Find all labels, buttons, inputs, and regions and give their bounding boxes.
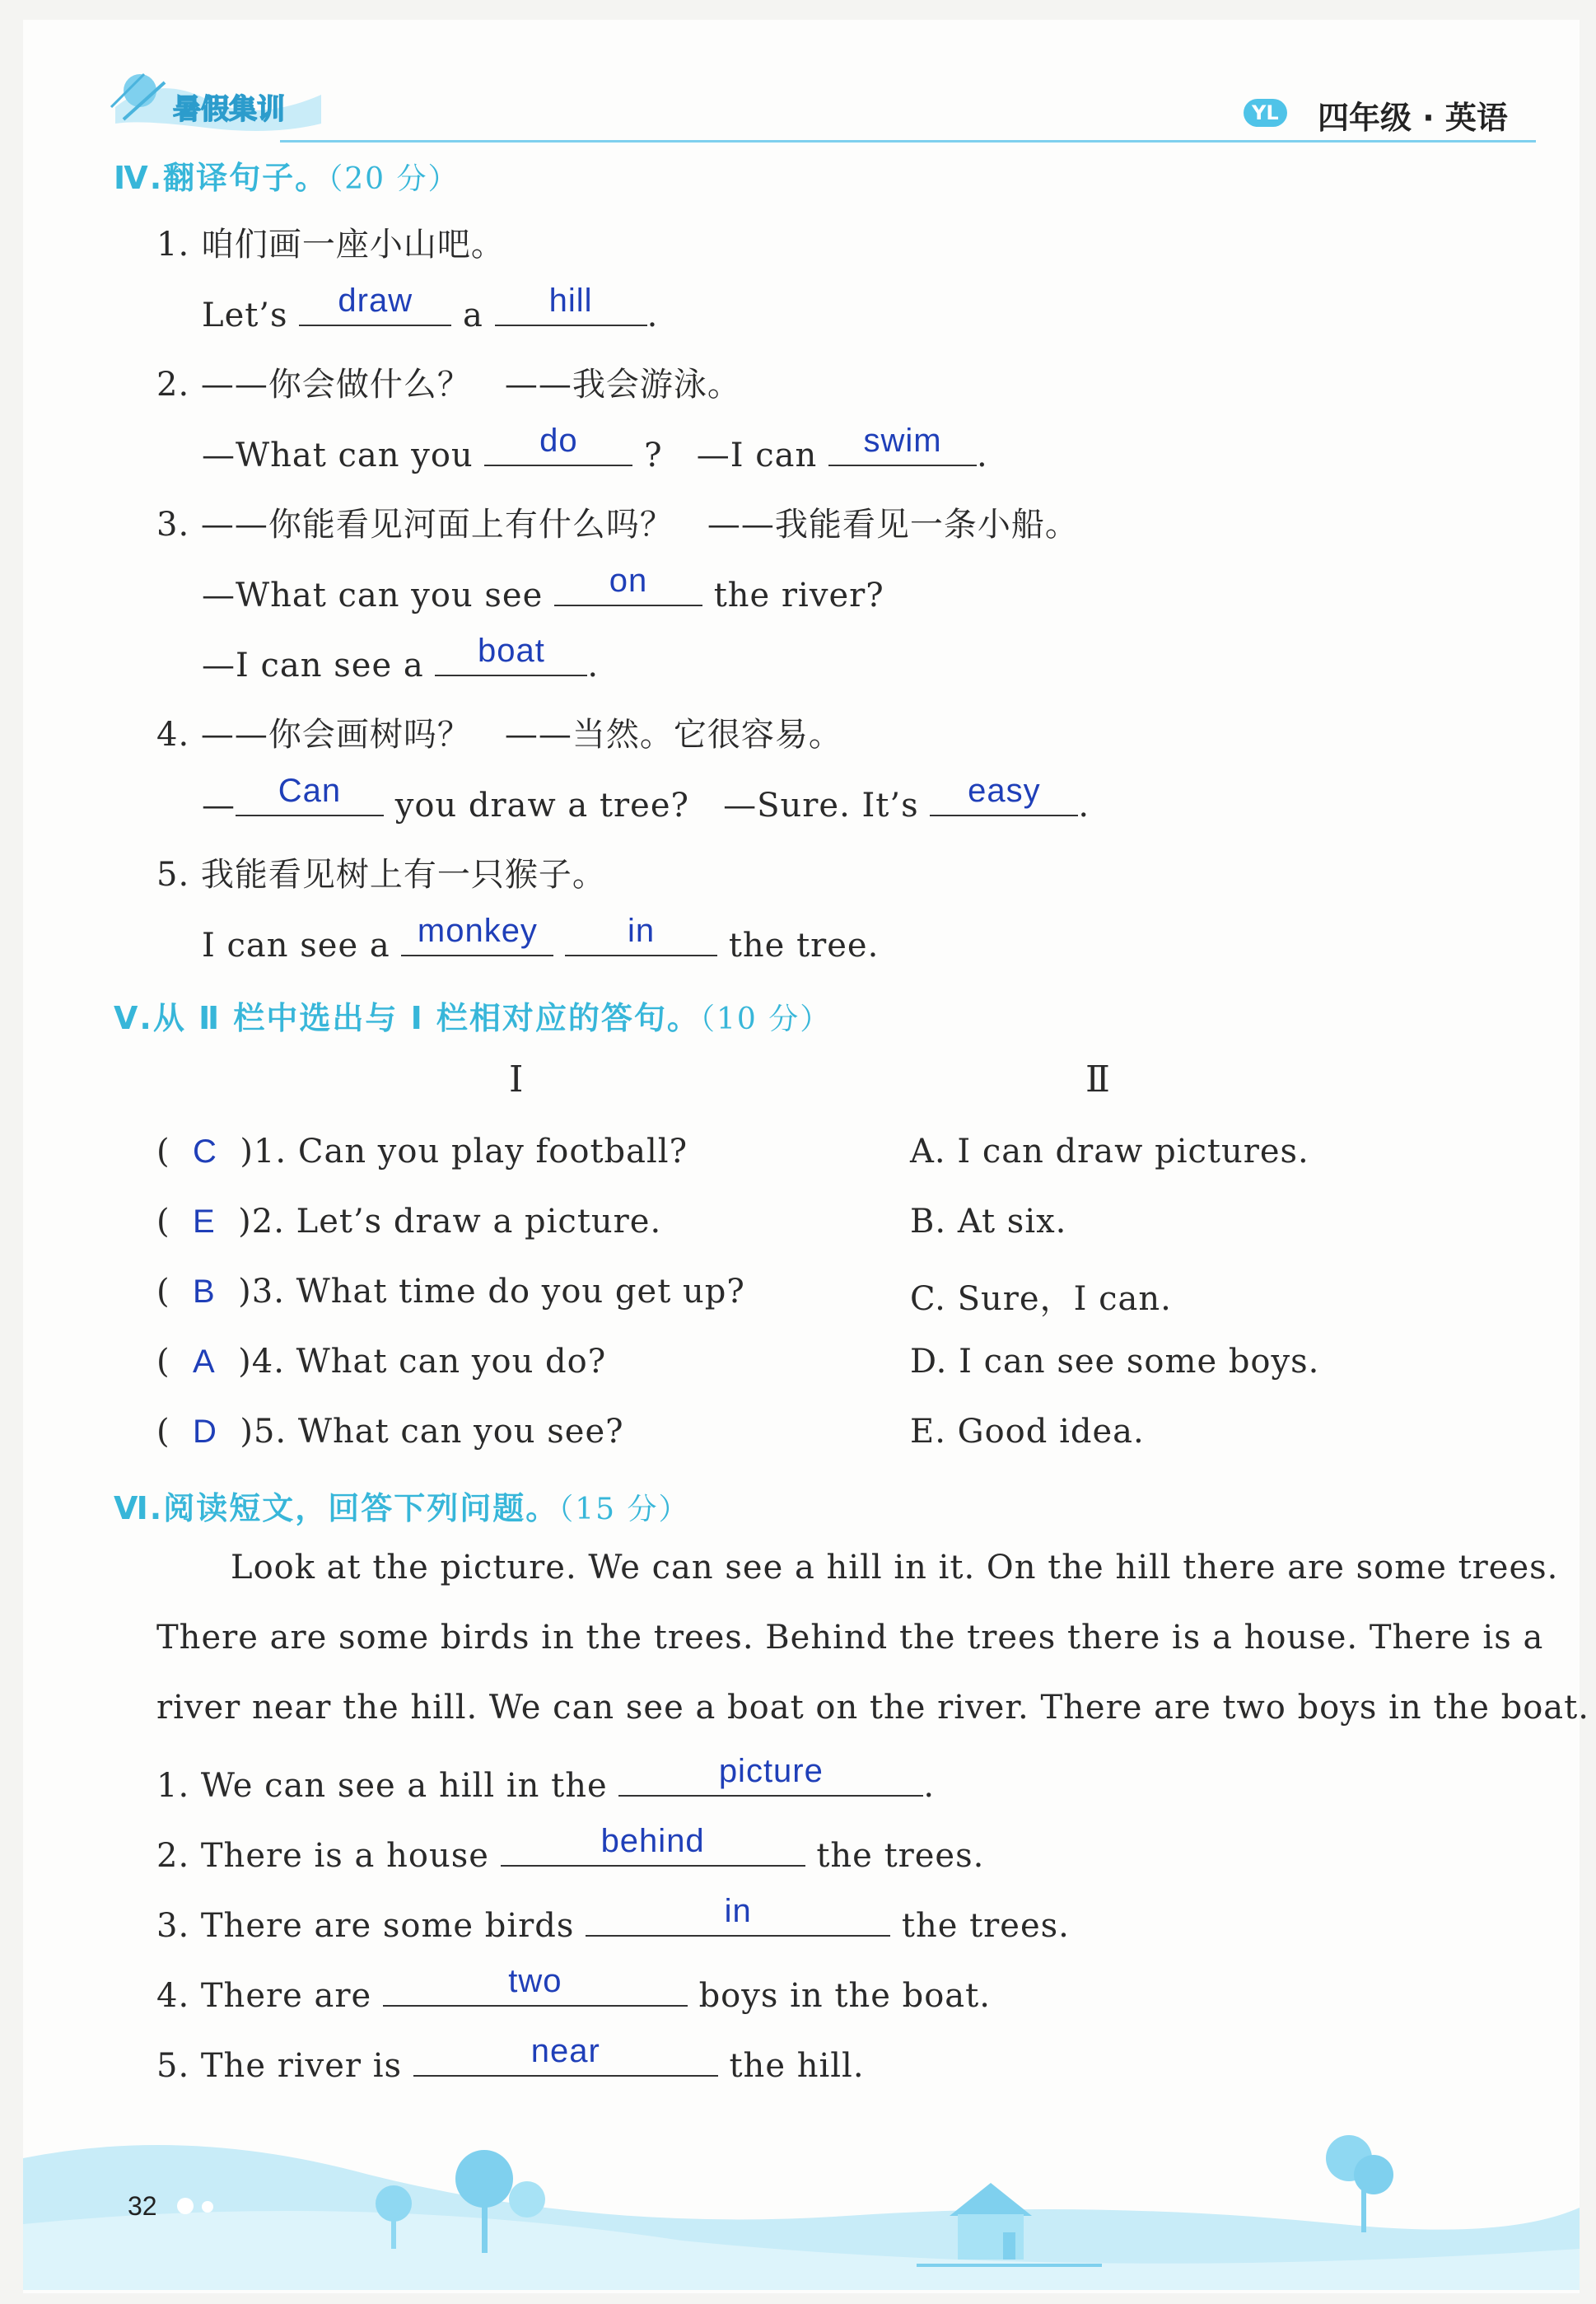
reading-question [156, 2033, 865, 2085]
answer-text: on [609, 563, 648, 599]
section5-title: Ⅴ.从 Ⅱ 栏中选出与 Ⅰ 栏相对应的答句。 [114, 1000, 700, 1036]
section5-points: （10 分） [699, 1002, 832, 1036]
match-question: )4. What can you do? [238, 1343, 607, 1381]
match-row: ( C )1. Can you play football? [156, 1133, 688, 1171]
s4-item-1 [156, 218, 505, 265]
item-number: 2. [156, 366, 190, 404]
reading-question [156, 1823, 985, 1875]
page-number: 32 [128, 2191, 157, 2221]
column-1-label: Ⅰ [509, 1059, 524, 1101]
question-text: 3. There are some birds [156, 1907, 575, 1945]
answer-text: near [530, 2033, 600, 2069]
text: —I can [696, 437, 818, 474]
s4-line-1 [202, 283, 659, 334]
match-question: )5. What can you see? [240, 1413, 624, 1451]
question-text: boys in the boat. [698, 1977, 991, 2015]
answer-blank[interactable] [435, 633, 587, 676]
item-chinese: 我能看见树上有一只猴子。 [200, 856, 606, 894]
answer-text: Can [278, 773, 342, 809]
reading-question [156, 1753, 936, 1805]
grade-subject: 四年级 · 英语 [1318, 100, 1508, 136]
question-text: . [923, 1767, 936, 1805]
match-option: D. I can see some boys. [910, 1343, 1320, 1381]
page-dot-icon [202, 2201, 213, 2213]
answer-text: monkey [417, 913, 538, 949]
s4-line-3b [202, 633, 600, 685]
text: ? [644, 437, 663, 474]
answer-text: in [724, 1893, 752, 1929]
text: — [202, 787, 236, 825]
answer-blank[interactable] [618, 1753, 923, 1797]
answer-blank[interactable] [484, 423, 632, 466]
answer-blank[interactable] [299, 283, 451, 326]
match-answer[interactable]: A [193, 1344, 216, 1380]
answer-blank[interactable] [554, 563, 702, 606]
question-text: 2. There is a house [156, 1837, 489, 1875]
match-answer[interactable]: B [193, 1274, 216, 1310]
column-2-label: Ⅱ [1085, 1059, 1110, 1101]
section6-heading [114, 1483, 689, 1528]
answer-blank[interactable] [930, 773, 1078, 816]
answer-text: do [539, 423, 578, 459]
match-row: ( B )3. What time do you get up? [156, 1273, 745, 1311]
series-title: 暑假集训 [173, 93, 285, 126]
match-question: )3. What time do you get up? [238, 1273, 745, 1311]
match-option: C. Sure，I can. [910, 1280, 1172, 1318]
section4-title: Ⅳ.翻译句子。 [114, 160, 329, 196]
answer-blank[interactable] [565, 913, 717, 956]
answer-text: swim [863, 423, 942, 459]
text: the tree. [728, 927, 880, 965]
match-row: ( E )2. Let’s draw a picture. [156, 1203, 662, 1241]
match-row: ( D )5. What can you see? [156, 1413, 624, 1451]
answer-text: in [628, 913, 656, 949]
item-number: 4. [156, 716, 190, 754]
text: —I can see a [202, 647, 424, 685]
text: the river? [713, 577, 884, 615]
publisher-badge: YL [1244, 99, 1287, 127]
passage-line: Look at the picture. We can see a hill in it. On the hill there are some trees. [231, 1549, 1559, 1587]
answer-blank[interactable] [401, 913, 553, 956]
text: . [976, 437, 988, 474]
match-answer[interactable]: E [193, 1203, 216, 1240]
passage-line: river near the hill. We can see a boat on the river. There are two boys in the boat. [156, 1689, 1589, 1727]
s4-item-4 [156, 708, 842, 755]
answer-text: hill [548, 283, 593, 319]
answer-text: draw [338, 283, 413, 319]
item-chinese: ——你会画树吗？ ——当然。它很容易。 [200, 716, 842, 754]
question-text: the trees. [901, 1907, 1070, 1945]
text: . [646, 297, 659, 334]
match-answer[interactable]: D [193, 1414, 217, 1450]
s4-line-4 [202, 773, 1090, 825]
s4-line-3a [202, 563, 884, 615]
answer-blank[interactable] [495, 283, 647, 326]
s4-item-5 [156, 848, 606, 895]
section6-points: （15 分） [558, 1493, 690, 1526]
s4-line-2 [202, 423, 988, 474]
answer-blank[interactable] [586, 1893, 890, 1937]
answer-blank[interactable] [236, 773, 384, 816]
question-text: the trees. [816, 1837, 985, 1875]
page-dot-icon [177, 2198, 194, 2214]
answer-text: boat [477, 633, 545, 669]
answer-blank[interactable] [828, 423, 977, 466]
text: a [463, 297, 483, 334]
text: Let’s [202, 297, 288, 334]
s4-item-3 [156, 498, 1079, 545]
grade-badge-wrap [1244, 99, 1287, 127]
question-text: the hill. [729, 2047, 865, 2085]
question-text: 4. There are [156, 1977, 372, 2015]
text: —What can you [202, 437, 474, 474]
reading-question [156, 1893, 1070, 1945]
match-row: ( A )4. What can you do? [156, 1343, 607, 1381]
passage-line: There are some birds in the trees. Behind the trees there is a house. There is a [156, 1619, 1544, 1657]
item-number: 5. [156, 856, 190, 894]
reading-question [156, 1963, 991, 2015]
match-option: A. I can draw pictures. [910, 1133, 1309, 1171]
match-answer[interactable]: C [193, 1133, 217, 1170]
header-rule [280, 140, 1536, 143]
answer-text: easy [968, 773, 1041, 809]
match-option: B. At six. [910, 1203, 1067, 1241]
answer-blank[interactable] [383, 1963, 688, 2007]
question-text: 1. We can see a hill in the [156, 1767, 608, 1805]
item-number: 3. [156, 506, 190, 544]
item-chinese: ——你能看见河面上有什么吗？ ——我能看见一条小船。 [200, 506, 1079, 544]
text: —Sure. It’s [723, 787, 919, 825]
section4-points: （20 分） [328, 162, 460, 196]
text: . [587, 647, 600, 685]
text: you draw a tree? [394, 787, 689, 825]
answer-blank[interactable] [501, 1823, 805, 1867]
match-option: E. Good idea. [910, 1413, 1145, 1451]
s4-item-2 [156, 358, 741, 405]
section5-heading [114, 993, 831, 1038]
s4-line-5 [202, 913, 880, 965]
match-question: )2. Let’s draw a picture. [238, 1203, 662, 1241]
item-chinese: 咱们画一座小山吧。 [200, 226, 505, 264]
answer-text: two [508, 1963, 562, 1999]
text: . [1078, 787, 1090, 825]
answer-text: behind [600, 1823, 705, 1859]
text: —What can you see [202, 577, 544, 615]
item-chinese: ——你会做什么？ ——我会游泳。 [200, 366, 741, 404]
answer-blank[interactable] [413, 2033, 718, 2077]
question-text: 5. The river is [156, 2047, 403, 2085]
answer-text: picture [718, 1753, 824, 1789]
section4-heading [114, 152, 459, 198]
section6-title: Ⅵ.阅读短文，回答下列问题。 [114, 1490, 559, 1526]
footer-landscape-icon [23, 2125, 1580, 2290]
item-number: 1. [156, 226, 190, 264]
text: I can see a [202, 927, 390, 965]
match-question: )1. Can you play football? [240, 1133, 688, 1171]
